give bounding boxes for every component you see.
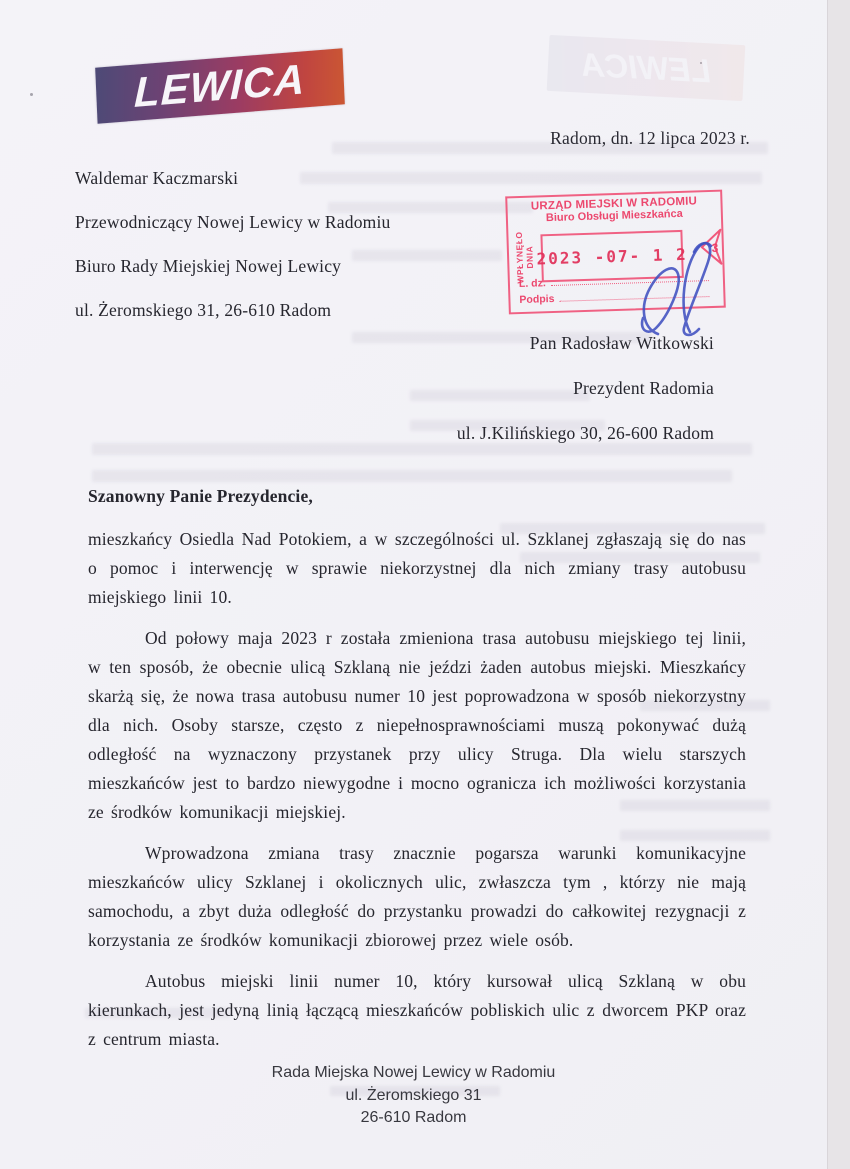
footer-line-1: Rada Miejska Nowej Lewicy w Radomiu	[271, 1064, 556, 1081]
stamp-office-name: URZĄD MIEJSKI W RADOMIU	[530, 195, 698, 213]
recipient-title: Prezydent Radomia	[573, 378, 714, 398]
footer-line-2: ul. Żeromskiego 31	[345, 1086, 482, 1104]
stamp-received-label: WPŁYNĘŁO DNIA	[513, 231, 535, 284]
scan-speck	[30, 93, 33, 96]
stamp-office-dept: Biuro Obsługi Mieszkańca	[545, 207, 683, 225]
footer-line-3: 26-610 Radom	[360, 1109, 467, 1126]
bleedthrough-line	[92, 470, 732, 482]
sender-name: Waldemar Kaczmarski	[75, 168, 239, 188]
handwritten-signature	[628, 236, 740, 347]
bleedthrough-logo-text: LEWICA	[580, 45, 712, 90]
paragraph-3: Wprowadzona zmiana trasy znacznie pogarsza warunki komunikacyjne mieszkańców ulicy Szklanej i okolicznych ulic, zwłaszcza tym , którzy nie mają samochodu, a zbyt duża odległość do przystanku prowadzi do całkowitej rezygnacji z korzystania ze środków komunikacji zbiorowej przez wiele osób.	[88, 843, 746, 950]
recipient-name: Pan Radosław Witkowski	[529, 333, 714, 353]
sender-block	[75, 168, 391, 344]
stamp-signature-label: Podpis	[519, 292, 555, 307]
salutation: Szanowny Panie Prezydencie,	[88, 486, 313, 506]
lewica-logo	[95, 48, 345, 123]
paragraph-4: Autobus miejski linii numer 10, który kursował ulicą Szklaną w obu kierunkach, jest jedyną linią łączącą mieszkańców pobliskich ulic z dworcem PKP oraz z centrum miasta.	[88, 971, 746, 1049]
recipient-block	[457, 333, 714, 468]
stamp-ref-label: L. dz.	[518, 277, 546, 291]
letter-body	[88, 482, 746, 1066]
sender-address: ul. Żeromskiego 31, 26-610 Radom	[75, 300, 332, 320]
sender-office: Biuro Rady Miejskiej Nowej Lewicy	[75, 256, 342, 276]
paragraph-2: Od połowy maja 2023 r została zmieniona trasa autobusu miejskiego tej linii, w ten sposób, że obecnie ulicą Szklaną nie jeździ żaden autobus miejski. Mieszkańcy skarżą się, że nowa trasa autobusu numer 10 jest poprowadzona w sposób niekorzystny dla nich. Osoby starsze, często z niepełnosprawnościami muszą pokonywać dużą odległość na wyznaczony przystanek przy ulicy Struga. Dla wielu starszych mieszkańców jest to bardzo niewygodne i mocno ogranicza ich możliwości korzystania ze środków komunikacji miejskiej.	[88, 628, 746, 822]
date-line: Radom, dn. 12 lipca 2023 r.	[550, 128, 750, 148]
sender-title: Przewodniczący Nowej Lewicy w Radomiu	[75, 212, 391, 232]
scanner-edge-strip	[827, 0, 850, 1169]
paragraph-1: mieszkańcy Osiedla Nad Potokiem, a w szczególności ul. Szklanej zgłaszają się do nas o pomoc i interwencję w sprawie niekorzystnej dla nich zmiany trasy autobusu miejskiego linii 10.	[88, 529, 746, 607]
stamp-date: 2023 -07- 1 2	[536, 244, 689, 268]
bleedthrough-logo	[547, 35, 746, 101]
stamp-routing-number: 3	[711, 240, 719, 255]
footer-address	[0, 1062, 827, 1130]
lewica-logo-text: LEWICA	[133, 55, 307, 116]
recipient-address: ul. J.Kilińskiego 30, 26-600 Radom	[456, 423, 714, 443]
